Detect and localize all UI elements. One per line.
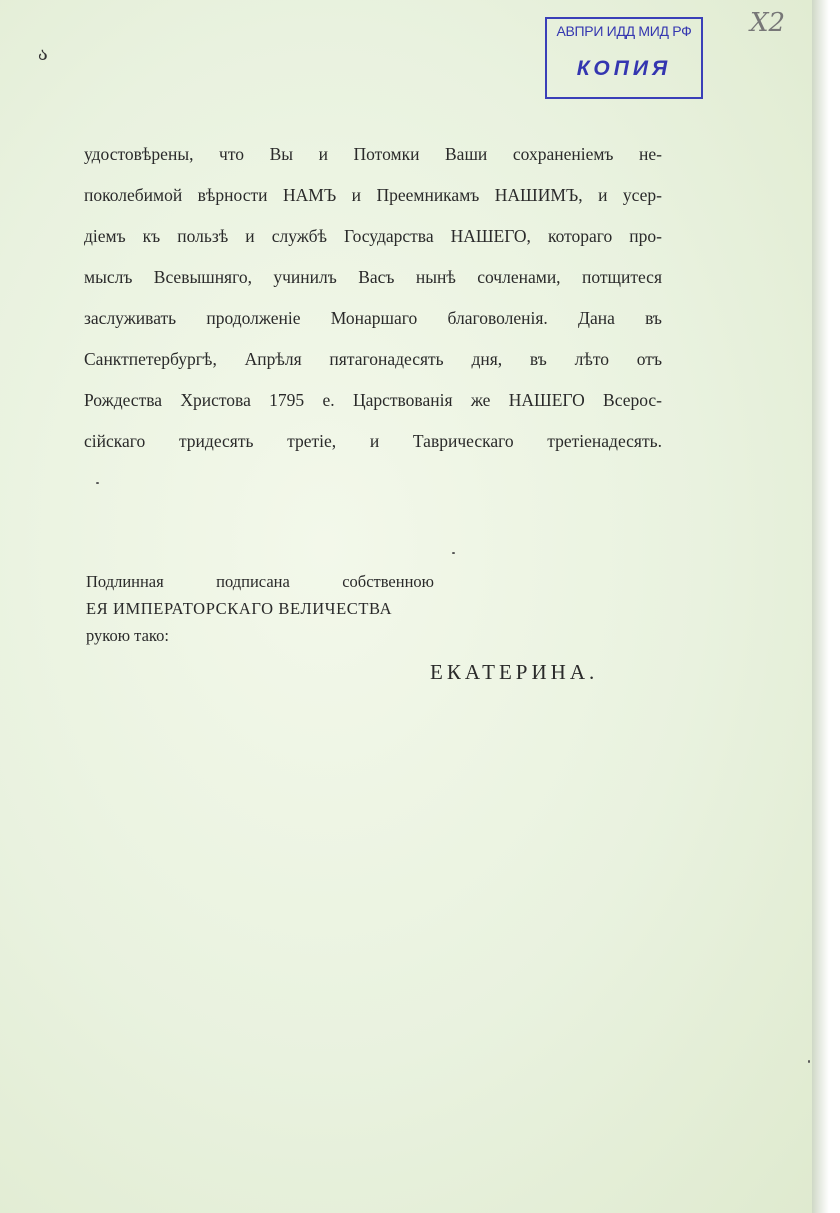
body-line: мыслъ Всевышняго, учинилъ Васъ нынѣ сочленами, потщитеся [84,267,662,287]
signature-note-line: ЕЯ ИМПЕРАТОРСКАГО ВЕЛИЧЕСТВА [86,599,393,618]
body-line: діемъ къ пользѣ и службѣ Государства НАШЕГО, котораго про- [84,226,662,246]
signature-note-line: Подлинная подписана собственною [86,572,434,591]
body-line: Рождества Христова 1795 е. Царствованія же НАШЕГО Всерос- [84,390,662,410]
paper-speck [808,1060,810,1063]
stamp-archive-text: АВПРИ ИДД МИД РФ [556,23,692,39]
signature-name: ЕКАТЕРИНА. [430,660,599,684]
ink-mark: ა [38,44,48,65]
corner-handwritten-mark: Х2 [750,8,786,38]
body-line: Санктпетербургѣ, Апрѣля пятагонадесять дня, въ лѣто отъ [84,349,662,369]
paper-speck [96,482,99,484]
archive-stamp [545,17,703,99]
body-line: удостовѣрены, что Вы и Потомки Ваши сохраненіемъ не- [84,144,662,164]
stamp-copy-label: КОПИЯ [576,57,672,80]
paper-speck [452,552,455,554]
signature-note-line: рукою тако: [86,626,169,645]
body-line: сійскаго тридесять третіе, и Таврическаго третіенадесять. [84,431,662,451]
body-text [84,134,662,462]
body-line: поколебимой вѣрности НАМЪ и Преемникамъ НАШИМЪ, и усер- [84,185,662,205]
signature-note [86,568,434,649]
scan-edge [812,0,840,1213]
body-line: заслуживать продолженіе Монаршаго благоволенія. Дана въ [84,308,662,328]
